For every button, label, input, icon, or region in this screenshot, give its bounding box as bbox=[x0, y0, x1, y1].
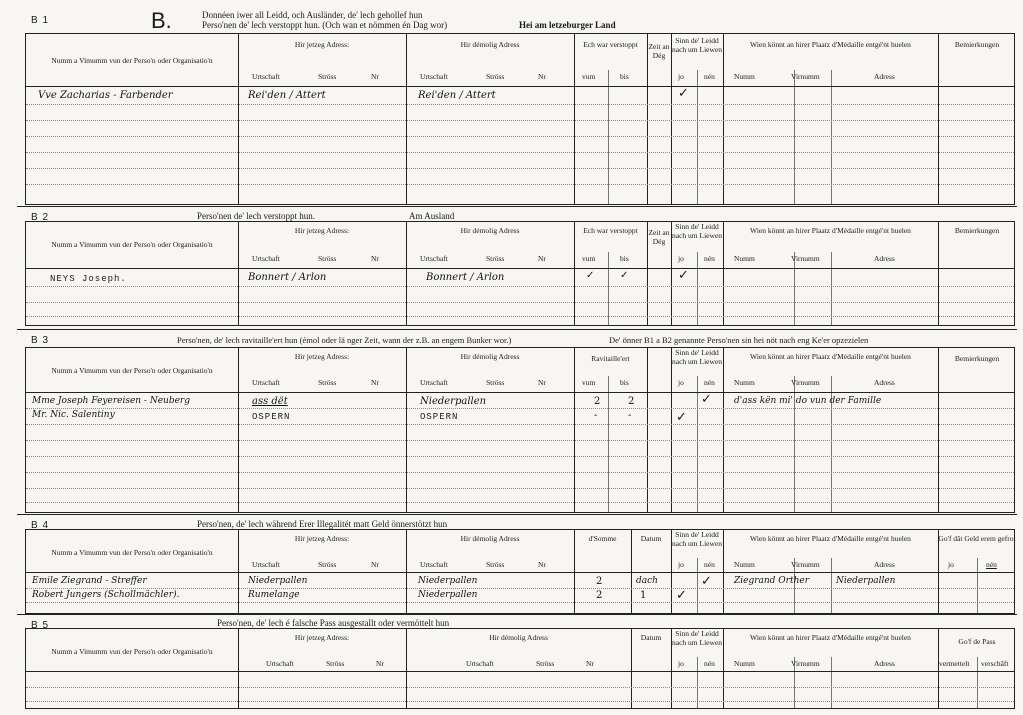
entry-sum: 2 bbox=[596, 576, 603, 587]
from-check: ✓ bbox=[586, 270, 595, 281]
entry-name: Mr. Nic. Salentiny bbox=[32, 410, 115, 420]
header-street: Ströss bbox=[318, 560, 337, 569]
entry-current-address: Rei'den / Attert bbox=[248, 90, 326, 101]
entry-current-address: OSPERN bbox=[252, 412, 291, 422]
header-lastname: Numm bbox=[734, 560, 755, 569]
entry-name: Emile Ziegrand - Streffer bbox=[32, 576, 147, 586]
header-town: Urtschaft bbox=[252, 254, 280, 263]
header-remarks: Bemierkungen bbox=[954, 40, 1000, 49]
header-no: nén bbox=[704, 659, 715, 668]
header-lastname: Numm bbox=[734, 378, 755, 387]
header-nr: Nr bbox=[371, 560, 379, 569]
header-from: vum bbox=[582, 72, 596, 81]
header-lastname: Numm bbox=[734, 659, 755, 668]
entry-previous-address: Niederpallen bbox=[418, 590, 478, 600]
header-firstname: Virnumm bbox=[791, 560, 820, 569]
header-town: Urtschaft bbox=[420, 560, 448, 569]
section-b3-label: B 3 bbox=[31, 335, 50, 346]
header-town: Urtschaft bbox=[252, 560, 280, 569]
section-b1-title bbox=[17, 10, 1017, 30]
entry-to: - bbox=[628, 410, 632, 421]
header-current-address: Hir jetzeg Adress: bbox=[294, 534, 350, 543]
header-date: Datum bbox=[640, 633, 662, 642]
header-no: nén bbox=[704, 254, 715, 263]
header-no: nén bbox=[704, 560, 715, 569]
alive-no-check: ✓ bbox=[701, 574, 712, 589]
header-town: Urtschaft bbox=[252, 72, 280, 81]
header-firstname: Virnumm bbox=[791, 72, 820, 81]
header-pass: Go'f de Pass bbox=[958, 637, 996, 646]
entry-to: 2 bbox=[628, 396, 635, 407]
header-street: Ströss bbox=[318, 254, 337, 263]
header-to: bis bbox=[620, 72, 629, 81]
header-current-address: Hir jetzeg Adress: bbox=[294, 633, 350, 642]
header-current-address: Hir jetzeg Adress: bbox=[294, 352, 350, 361]
header-yes: jo bbox=[678, 72, 684, 81]
header-money-back: Go'f dât Geld erem gefrot bbox=[938, 534, 1016, 543]
header-street: Ströss bbox=[318, 378, 337, 387]
header-address: Adress bbox=[874, 378, 895, 387]
alive-yes-check: ✓ bbox=[678, 86, 689, 101]
header-town: Urtschaft bbox=[420, 254, 448, 263]
header-medal: Wien könnt an hirer Plaatz d'Médaille entgé'nt huelen bbox=[750, 352, 911, 361]
entry-date: dach bbox=[636, 576, 658, 586]
section-b5 bbox=[17, 614, 1017, 709]
section-b3-title-text: Perso'nen, de' lech ravitaille'ert hun (émol oder lä nger Zeit, wann der z.B. an engem Bunker wor.) bbox=[177, 335, 512, 345]
header-nr: Nr bbox=[371, 378, 379, 387]
document-page bbox=[3, 2, 1020, 710]
header-nr: Nr bbox=[538, 560, 546, 569]
header-hidden: Ech war verstoppt bbox=[583, 40, 638, 49]
header-nr: Nr bbox=[371, 72, 379, 81]
header-from: vum bbox=[582, 254, 596, 263]
entry-name: Robert Jungers (Schollmächler). bbox=[32, 590, 180, 600]
header-obtained: verschâft bbox=[981, 659, 1009, 668]
header-street: Ströss bbox=[536, 659, 555, 668]
header-firstname: Virnumm bbox=[791, 254, 820, 263]
header-yes: jo bbox=[678, 659, 684, 668]
header-previous-address: Hir démolig Adress bbox=[460, 226, 520, 235]
entry-name: NEYS Joseph. bbox=[50, 274, 127, 284]
header-name: Numm a Vimumm vun der Perso'n oder Organisatio'n bbox=[51, 366, 213, 375]
header-name: Numm a Vimumm vun der Perso'n oder Organisatio'n bbox=[51, 240, 213, 249]
header-medal: Wien könnt an hirer Plaatz d'Médaille entgé'nt huelen bbox=[750, 633, 911, 642]
header-hidden: Ech war verstoppt bbox=[583, 226, 638, 235]
entry-current-address: ass dët bbox=[252, 396, 288, 407]
section-b5-label: B 5 bbox=[31, 620, 50, 631]
header-previous-address: Hir démolig Adress bbox=[489, 633, 548, 642]
header-firstname: Virnumm bbox=[791, 659, 820, 668]
entry-medal-address: Niederpallen bbox=[836, 576, 896, 586]
header-alive: Sinn de' Leidd nach um Liewen bbox=[672, 530, 722, 548]
header-town: Urtschaft bbox=[252, 378, 280, 387]
header-town: Urtschaft bbox=[420, 72, 448, 81]
header-medal: Wien könnt an hirer Plaatz d'Médaille entgé'nt huelen bbox=[750, 534, 911, 543]
section-b3 bbox=[17, 329, 1017, 513]
header-current-address: Hir jetzeg Adress: bbox=[294, 40, 350, 49]
section-b4-table bbox=[25, 529, 1015, 614]
header-nr: Nr bbox=[538, 378, 546, 387]
header-remarks: Bemierkungen bbox=[954, 354, 1000, 363]
entry-name: Vve Zacharias - Farbender bbox=[38, 90, 173, 101]
header-sum: d'Somme bbox=[588, 534, 617, 543]
header-to: bis bbox=[620, 378, 629, 387]
header-firstname: Virnumm bbox=[791, 378, 820, 387]
entry-medal-name: Ziegrand Orther bbox=[734, 576, 810, 586]
header-previous-address: Hir démolig Adress bbox=[460, 352, 520, 361]
section-b2-title-place: Am Ausland bbox=[409, 211, 455, 221]
section-b1-table bbox=[25, 33, 1015, 205]
header-lastname: Numm bbox=[734, 254, 755, 263]
header-alive: Sinn de' Leidd nach um Liewen bbox=[672, 629, 722, 647]
header-yes: jo bbox=[678, 378, 684, 387]
section-b5-title-text: Perso'nen, de' lech é falsche Pass ausgestallt oder vermöttelt hun bbox=[217, 618, 450, 628]
header-name: Numm a Vimumm vun der Perso'n oder Organisatio'n bbox=[51, 56, 213, 65]
header-alive: Sinn de' Leidd nach um Liewen bbox=[672, 222, 722, 240]
entry-from: - bbox=[594, 410, 598, 421]
section-b1-title-line2: Perso'nen de' lech verstoppt hun. (Och wan et nömmen én Dag wor) bbox=[202, 20, 448, 30]
section-b4-title-text: Perso'nen, de' lech während Erer Illegalitét matt Geld önnerstötzt hun bbox=[197, 519, 448, 529]
header-mediated: vermettelt bbox=[939, 659, 970, 668]
header-street: Ströss bbox=[486, 378, 505, 387]
header-to: bis bbox=[620, 254, 629, 263]
entry-date: 1 bbox=[640, 590, 647, 601]
header-street: Ströss bbox=[318, 72, 337, 81]
header-name: Numm a Vimumm vun der Perso'n oder Organisatio'n bbox=[51, 548, 213, 557]
header-current-address: Hir jetzeg Adress: bbox=[294, 226, 350, 235]
header-medal: Wien könnt an hirer Plaatz d'Médaille entgé'nt huelen bbox=[750, 40, 911, 49]
section-b4 bbox=[17, 514, 1017, 614]
header-name: Numm a Vimumm vun der Perso'n oder Organisatio'n bbox=[51, 647, 213, 656]
header-no: nén bbox=[704, 378, 715, 387]
section-b1-title-line1: Donnéen iwer all Leidd, och Ausländer, de' lech gehollef hun bbox=[202, 10, 423, 20]
entry-remark: d'ass kën mi' do vun der Famille bbox=[734, 396, 882, 406]
entry-previous-address: Bonnert / Arlon bbox=[426, 272, 505, 283]
header-street: Ströss bbox=[486, 72, 505, 81]
header-town: Urtschaft bbox=[420, 378, 448, 387]
entry-previous-address: Rei'den / Attert bbox=[418, 90, 496, 101]
section-b2-table bbox=[25, 221, 1015, 326]
header-no: nén bbox=[986, 560, 997, 569]
alive-yes-check: ✓ bbox=[676, 588, 687, 603]
header-remarks: Bemierkungen bbox=[954, 226, 1000, 235]
to-check: ✓ bbox=[620, 270, 629, 281]
section-b1-title-place: Hei am letzeburger Land bbox=[519, 20, 616, 30]
header-alive: Sinn de' Leidd nach um Liewen bbox=[672, 36, 722, 54]
header-date: Datum bbox=[640, 534, 662, 543]
header-street: Ströss bbox=[486, 254, 505, 263]
header-nr: Nr bbox=[371, 254, 379, 263]
entry-current-address: Niederpallen bbox=[248, 576, 308, 586]
section-b2 bbox=[17, 206, 1017, 326]
header-supplied: Ravitaille'ert bbox=[591, 354, 630, 363]
entry-name: Mme Joseph Feyereisen - Neuberg bbox=[32, 396, 190, 406]
section-b1 bbox=[17, 10, 1017, 205]
section-b1-label: B 1 bbox=[31, 15, 50, 26]
header-medal: Wien könnt an hirer Plaatz d'Médaille entgé'nt huelen bbox=[750, 226, 911, 235]
header-town: Urtschaft bbox=[266, 659, 294, 668]
header-alive: Sinn de' Leidd nach um Liewen bbox=[672, 348, 722, 366]
section-b4-label: B 4 bbox=[31, 520, 50, 531]
header-lastname: Numm bbox=[734, 72, 755, 81]
entry-previous-address: OSPERN bbox=[420, 412, 459, 422]
header-address: Adress bbox=[874, 560, 895, 569]
section-b3-table bbox=[25, 347, 1015, 513]
section-b2-label: B 2 bbox=[31, 212, 50, 223]
entry-current-address: Bonnert / Arlon bbox=[248, 272, 327, 283]
header-nr: Nr bbox=[538, 254, 546, 263]
entry-sum: 2 bbox=[596, 590, 603, 601]
header-no: nén bbox=[704, 72, 715, 81]
page-letter: B. bbox=[151, 8, 172, 33]
header-nr: Nr bbox=[538, 72, 546, 81]
header-address: Adress bbox=[874, 659, 895, 668]
header-days: Zeit an Dég bbox=[648, 228, 670, 246]
header-previous-address: Hir démolig Adress bbox=[460, 40, 520, 49]
header-days: Zeit an Dég bbox=[648, 42, 670, 60]
header-street: Ströss bbox=[326, 659, 345, 668]
entry-previous-address: Niederpallen bbox=[418, 576, 478, 586]
header-address: Adress bbox=[874, 254, 895, 263]
alive-yes-check: ✓ bbox=[678, 268, 689, 283]
header-town: Urtschaft bbox=[466, 659, 494, 668]
header-yes: jo bbox=[678, 254, 684, 263]
section-b3-title-note: De' önner B1 a B2 genannte Perso'nen sin hei nöt nach eng Ke'er opzezielen bbox=[609, 335, 869, 345]
alive-no-check: ✓ bbox=[701, 392, 712, 407]
entry-from: 2 bbox=[594, 396, 601, 407]
section-b2-title-text: Perso'nen de' lech verstoppt hun. bbox=[197, 211, 315, 221]
section-b5-table bbox=[25, 628, 1015, 709]
entry-previous-address: Niederpallen bbox=[420, 396, 487, 407]
alive-yes-check: ✓ bbox=[676, 410, 687, 425]
header-street: Ströss bbox=[486, 560, 505, 569]
header-address: Adress bbox=[874, 72, 895, 81]
header-yes: jo bbox=[948, 560, 954, 569]
header-yes: jo bbox=[678, 560, 684, 569]
entry-current-address: Rumelange bbox=[248, 590, 300, 600]
header-previous-address: Hir démolig Adress bbox=[460, 534, 520, 543]
header-nr: Nr bbox=[376, 659, 384, 668]
header-nr: Nr bbox=[586, 659, 594, 668]
header-from: vum bbox=[582, 378, 596, 387]
